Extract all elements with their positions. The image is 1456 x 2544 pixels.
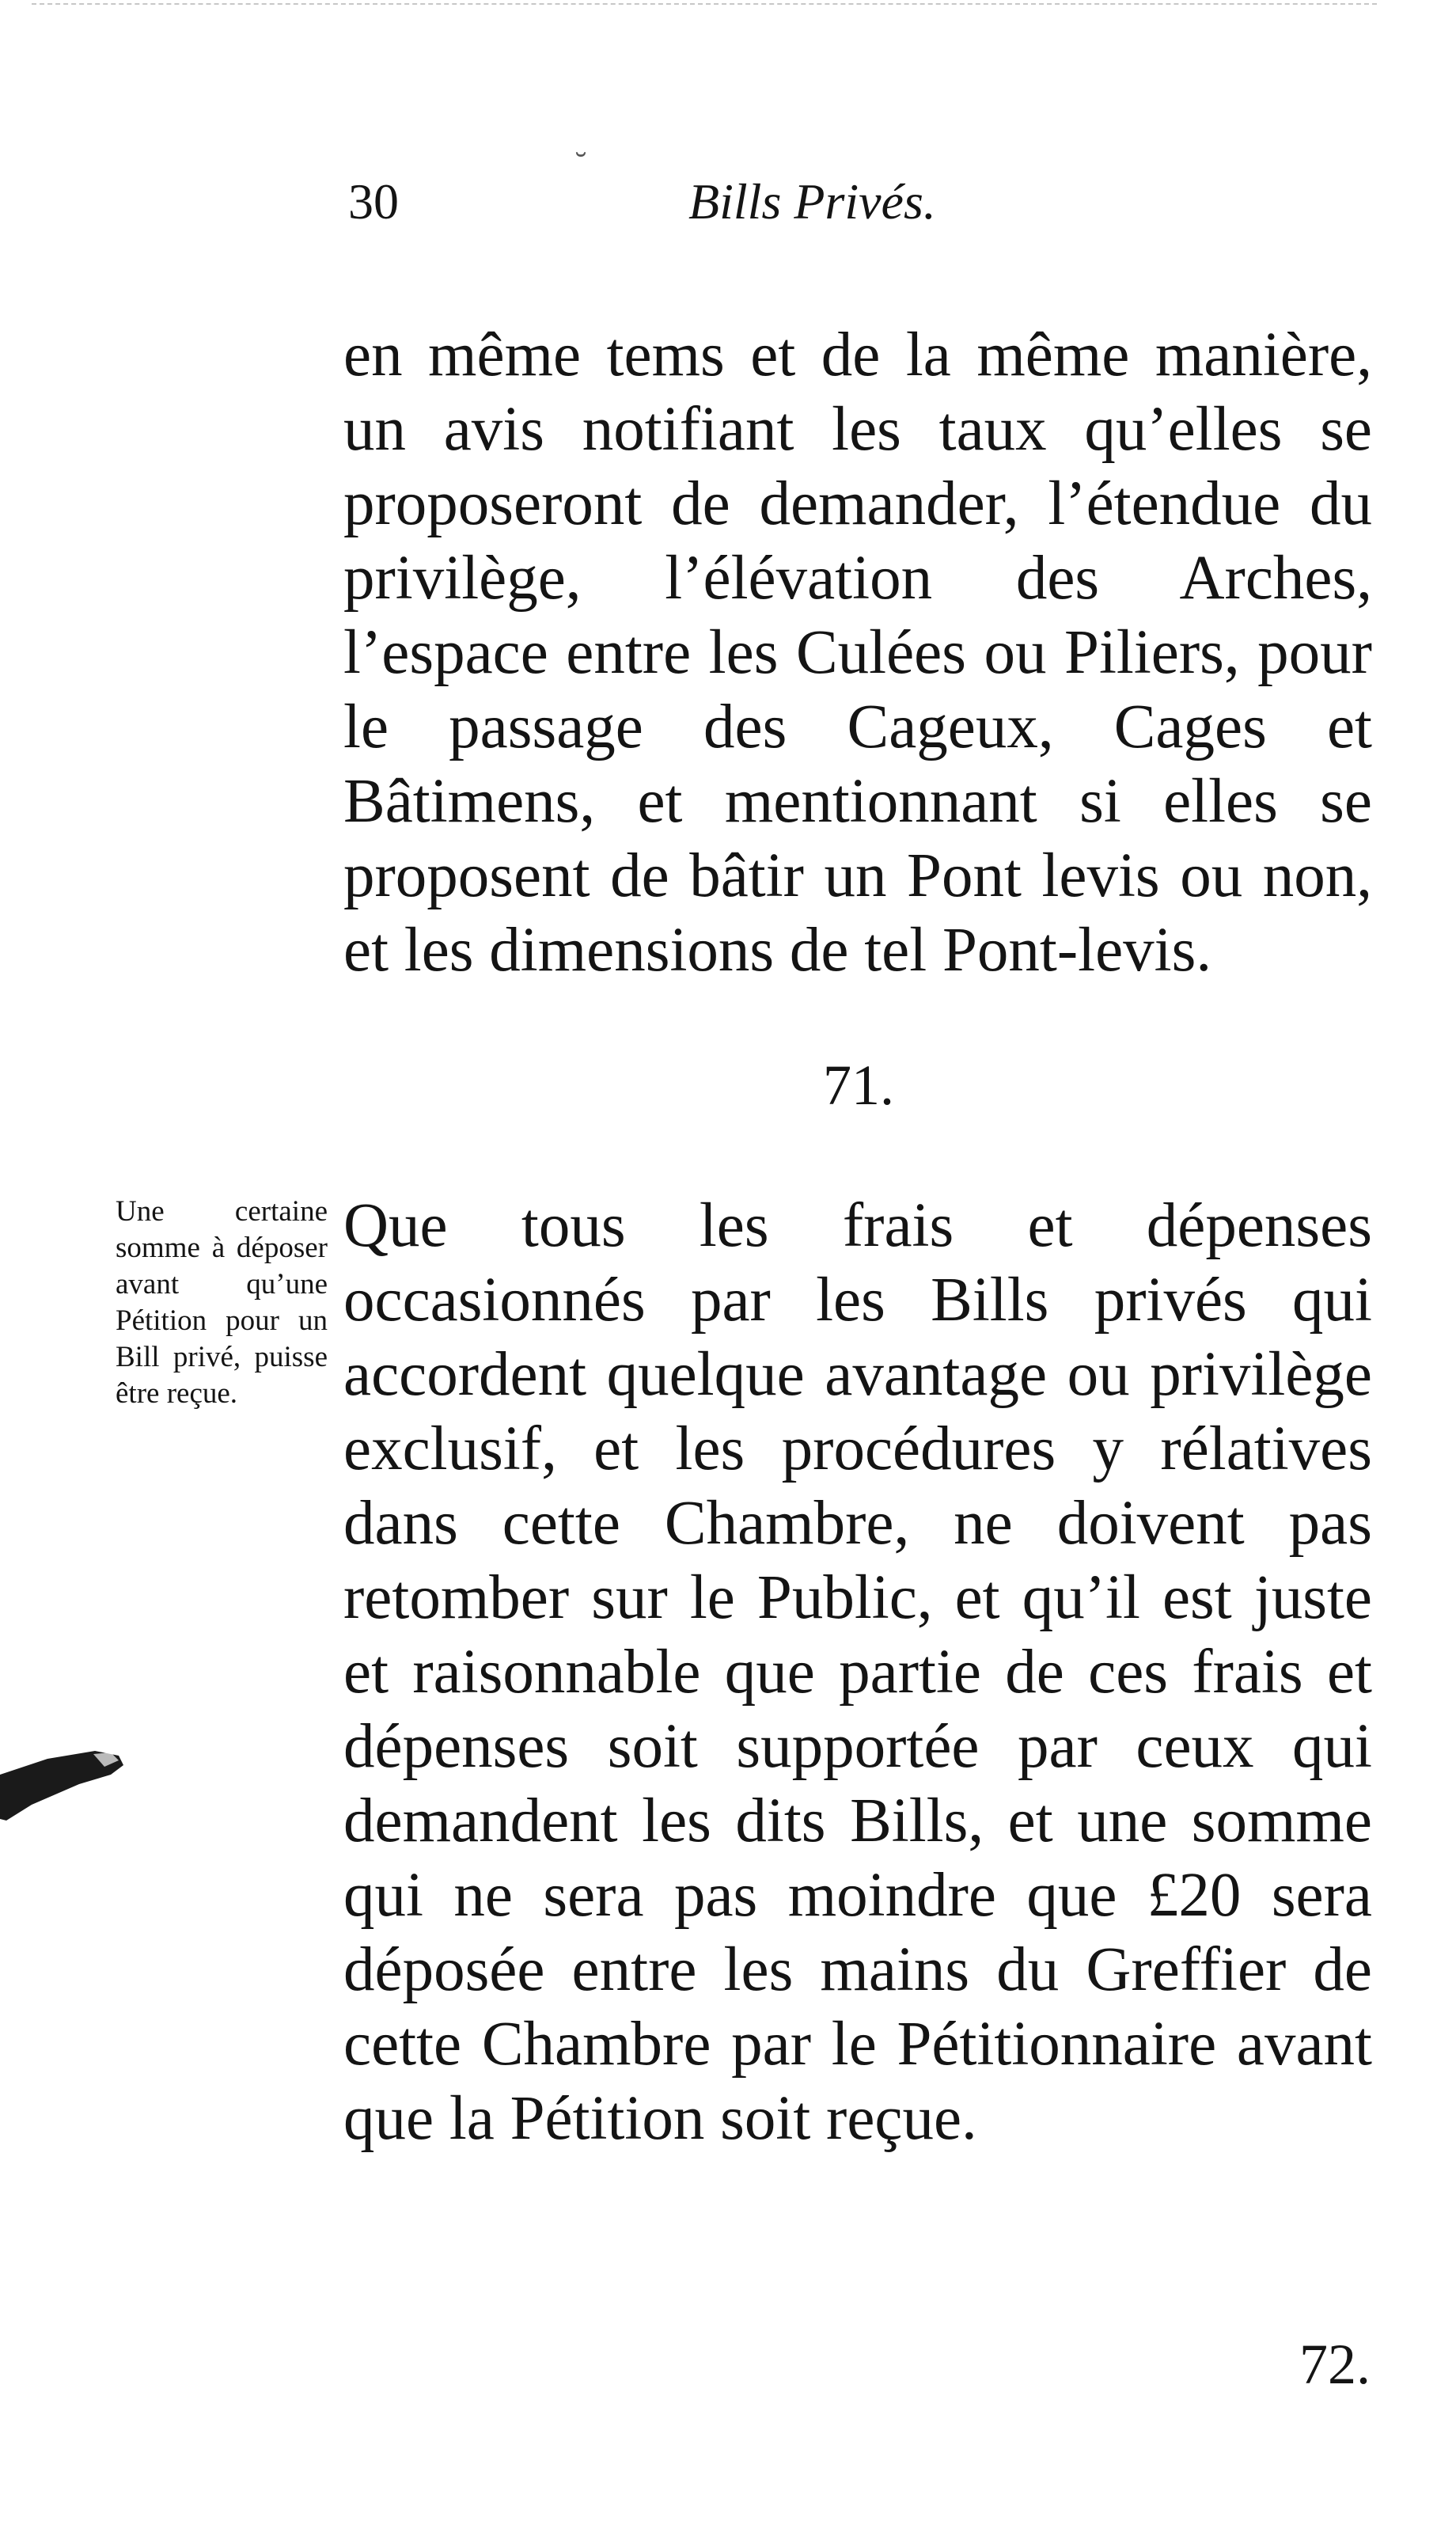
article-body [343, 1189, 1372, 2156]
catchword: 72. [1299, 2333, 1371, 2396]
article-paragraph: Que tous les frais et dépenses occasionnés par les Bills privés qui accordent quelque avantage ou privilège exclusif, et les procédures y rélatives dans cette Chambre, ne doivent pas retomber sur le Public, et qu’il est juste et raisonnable que partie de ces frais et dépenses soit supportée par ceux qui demandent les dits Bills, et une somme qui ne sera pas moindre que £20 sera déposée entre les mains du Greffier de cette Chambre par le Pétitionnaire avant que la Pétition soit reçue. [343, 1191, 1372, 2153]
page-header [0, 149, 1456, 244]
article-number: 71. [823, 1054, 894, 1117]
ink-speck: ˘ [573, 149, 589, 185]
scan-artifact [32, 3, 1377, 21]
paragraph-continued: en même tems et de la même manière, un avis notifiant les taux qu’elles se proposeront de demander, l’étendue du privilège, l’élévation des Arches, l’espace entre les Culées ou Piliers, pour le passage des Cageux, Cages et Bâtimens, et mentionnant si elles se proposent de bâtir un Pont levis ou non, et les dimensions de tel Pont-levis. [343, 321, 1372, 985]
body-text-continued [343, 318, 1372, 988]
running-title: Bills Privés. [688, 173, 936, 230]
pointing-hand-icon [0, 1743, 127, 1846]
page-number: 30 [348, 173, 399, 230]
marginal-note: Une certaine somme à déposer avant qu’une Pétition pour un Bill privé, puisse être reçue. [116, 1195, 328, 1410]
